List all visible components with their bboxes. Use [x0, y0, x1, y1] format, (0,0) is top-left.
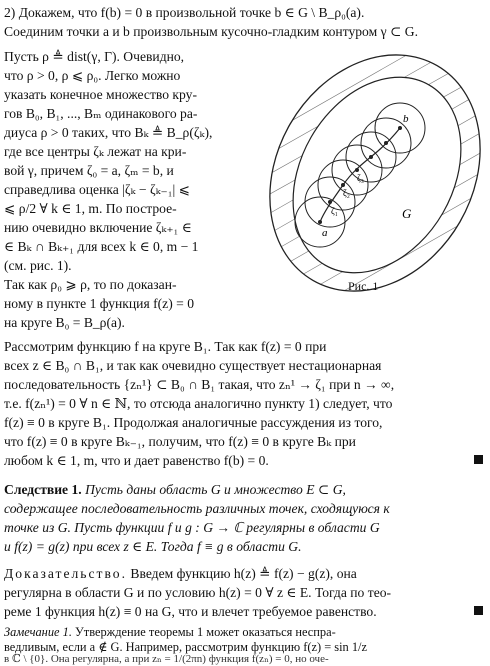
- corollary-line-1-text: Пусть даны область G и множество E ⊂ G,: [81, 482, 346, 497]
- para3-line-4: т.е. f(zₙ¹) = 0 ∀ n ∈ ℕ, то отсюда аналогично пункту 1) следует, что: [4, 396, 393, 411]
- proof-line-2: регулярна в области G и по условию h(z) = 0 ∀ z ∈ E. Тогда по тео-: [4, 585, 392, 600]
- proof-line-1-text: Введем функцию h(z) ≜ f(z) − g(z), она: [127, 566, 357, 581]
- col-line-13: Так как ρ₀ ⩾ ρ, то по доказан-: [4, 277, 177, 292]
- corollary-line-3: точке из G. Пусть функции f и g : G → ℂ регулярны в области G: [4, 520, 380, 535]
- figure-caption: Рис. 1: [348, 279, 379, 293]
- col-line-1: Пусть ρ ≜ dist(γ, Γ). Очевидно,: [4, 49, 185, 64]
- zeta-2-label: ζ₂: [343, 188, 350, 198]
- corollary-line-4: и f(z) = g(z) при всех z ∈ E. Тогда f ≡ g в области G.: [4, 539, 302, 554]
- col-line-9: ⩽ ρ/2 ∀ k ∈ 1, m. По построе-: [4, 201, 177, 216]
- col-line-7: вой γ, причем ζ₀ = a, ζₘ = b, и: [4, 163, 174, 178]
- zeta-1-label: ζ₁: [331, 206, 338, 216]
- para3-line-1: Рассмотрим функцию f на круге B₁. Так как f(z) = 0 при: [4, 339, 327, 354]
- remark-heading: Замечание 1.: [4, 625, 72, 639]
- region-g: [262, 47, 488, 303]
- col-line-6: где все центры ζₖ лежат на кри-: [4, 144, 187, 159]
- qed-mark-1: [474, 455, 483, 464]
- zeta-3-label: ζ₃: [357, 173, 364, 183]
- qed-mark-2: [474, 606, 483, 615]
- col-line-5: диуса ρ > 0 таких, что Bₖ ≜ B_ρ(ζₖ),: [4, 125, 213, 140]
- remark-line-1-text: Утверждение теоремы 1 может оказаться неспра-: [71, 625, 336, 639]
- corollary-heading: Следствие 1.: [4, 482, 82, 497]
- remark-line-2: ведливым, если a ∉ G. Например, рассмотрим функцию f(z) = sin 1/z: [4, 640, 367, 654]
- para3-line-7-text: любом k ∈ 1, m, что и дает равенство f(b) = 0.: [4, 453, 269, 468]
- proof-heading: Доказательство.: [4, 566, 128, 581]
- para2-line-2: Соединим точки a и b произвольным кусочно-гладким контуром γ ⊂ G.: [4, 24, 419, 39]
- col-line-12: (см. рис. 1).: [4, 258, 72, 273]
- col-line-15: на круге B₀ = B_ρ(a).: [4, 315, 125, 330]
- col-line-11: ∈ Bₖ ∩ Bₖ₊₁ для всех k ∈ 0, m − 1: [4, 239, 199, 254]
- para3-line-5: f(z) ≡ 0 в круге B₁. Продолжая аналогичные рассуждения из того,: [4, 415, 383, 430]
- corollary-line-2: содержащее последовательность различных точек, сходящуюся к: [4, 501, 390, 516]
- corollary-line-1: [4, 481, 346, 498]
- para3-line-7: [4, 452, 269, 469]
- remark-line-1: [4, 624, 336, 641]
- col-line-3: указать конечное множество кру-: [4, 87, 197, 102]
- point-a-label: a: [322, 227, 328, 239]
- col-line-8: справедлива оценка |ζₖ − ζₖ₋₁| ⩽: [4, 182, 190, 197]
- proof-line-3: реме 1 функция h(z) ≡ 0 на G, что и влечет требуемое равенство.: [4, 604, 377, 619]
- point-b-label: b: [403, 113, 409, 125]
- para3-line-2: всех z ∈ B₀ ∩ B₁, и так как очевидно существует нестационарная: [4, 358, 382, 373]
- proof-line-1: [4, 565, 357, 582]
- col-line-4: гов B₀, B₁, ..., Bₘ одинакового ра-: [4, 106, 198, 121]
- remark-line-3: в ℂ \ {0}. Она регулярна, а при zₙ = 1/(2πn) функция f(zₙ) = 0, но оче-: [4, 653, 329, 665]
- col-line-14: ному в пункте 1 функция f(z) = 0: [4, 296, 194, 311]
- para2-line-1: 2) Докажем, что f(b) = 0 в произвольной точке b ∈ G \ B_ρ₀(a).: [4, 5, 365, 20]
- para3-line-6: что f(z) ≡ 0 в круге Bₖ₋₁, получим, что f(z) ≡ 0 в круге Bₖ при: [4, 434, 356, 449]
- figure-1-diagram: [262, 42, 488, 304]
- region-g-label: G: [402, 206, 412, 221]
- para3-line-3: последовательность {zₙ¹} ⊂ B₀ ∩ B₁ такая, что zₙ¹ → ζ₁ при n → ∞,: [4, 377, 395, 392]
- col-line-2: что ρ > 0, ρ ⩽ ρ₀. Легко можно: [4, 68, 181, 83]
- col-line-10: нию очевидно включение ζₖ₊₁ ∈: [4, 220, 192, 235]
